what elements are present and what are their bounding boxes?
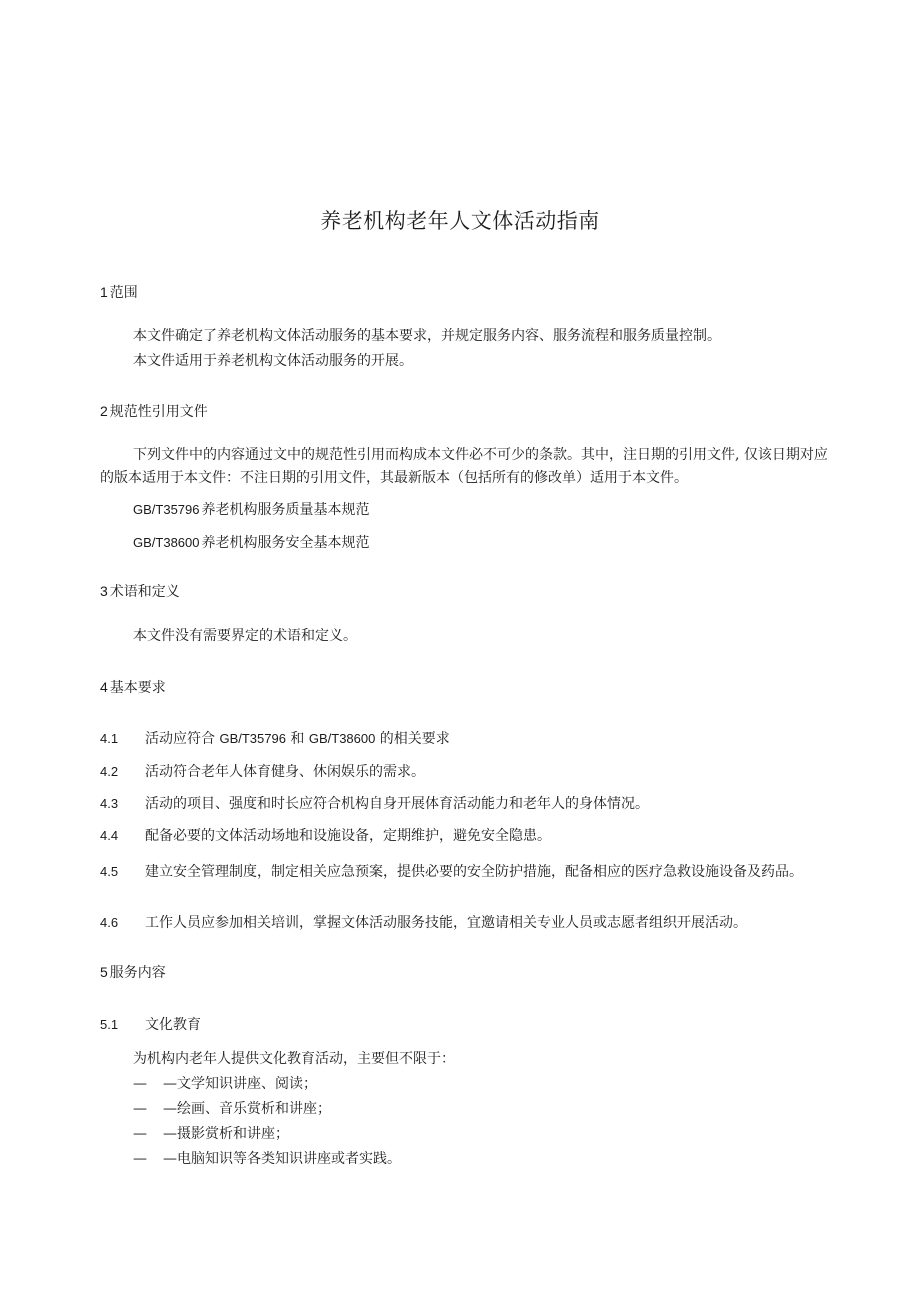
item-text: 建立安全管理制度，制定相关应急预案，提供必要的安全防护措施，配备相应的医疗急救设施设备及药品。 bbox=[145, 864, 803, 880]
standard-code: GB/T35796 bbox=[133, 502, 200, 517]
list-item bbox=[133, 1098, 331, 1118]
section-number: 2 bbox=[100, 403, 108, 419]
document-title: 养老机构老年人文体活动指南 bbox=[320, 209, 600, 233]
subsection-title: 文化教育 bbox=[145, 1017, 201, 1033]
standard-name: 养老机构服务质量基本规范 bbox=[201, 502, 370, 518]
item-text: 活动符合老年人体育健身、休闲娱乐的需求。 bbox=[145, 764, 425, 780]
section-title: 范围 bbox=[109, 285, 138, 301]
item-number: 4.1 bbox=[100, 731, 119, 746]
item-number: 4.3 bbox=[100, 796, 119, 811]
item-number: 4.4 bbox=[100, 828, 119, 843]
section-title: 规范性引用文件 bbox=[109, 404, 208, 420]
item-text: 的相关要求 bbox=[375, 731, 450, 747]
section-number: 3 bbox=[100, 583, 108, 599]
standard-code: GB/T35796 bbox=[219, 731, 286, 746]
list-item-text: —文学知识讲座、阅读； bbox=[163, 1076, 317, 1092]
section-1-heading bbox=[100, 282, 138, 302]
section-2-heading bbox=[100, 401, 208, 421]
requirement-item bbox=[100, 824, 830, 848]
list-dash: — bbox=[133, 1076, 147, 1092]
requirement-item bbox=[100, 911, 830, 935]
list-dash: — bbox=[133, 1151, 147, 1167]
section-title: 服务内容 bbox=[109, 965, 166, 981]
requirement-item bbox=[100, 727, 830, 751]
list-dash: — bbox=[133, 1101, 147, 1117]
list-item bbox=[133, 1073, 317, 1093]
section-3-heading bbox=[100, 581, 180, 601]
section-1-paragraph-2: 本文件适用于养老机构文体活动服务的开展。 bbox=[133, 353, 413, 369]
item-text: 活动应符合 bbox=[145, 731, 220, 747]
item-number: 4.2 bbox=[100, 764, 119, 779]
list-item bbox=[133, 1123, 289, 1143]
item-number: 4.6 bbox=[100, 915, 119, 930]
section-5-heading bbox=[100, 962, 166, 982]
section-1-paragraph-1: 本文件确定了养老机构文体活动服务的基本要求，并规定服务内容、服务流程和服务质量控制。 bbox=[133, 328, 721, 344]
normative-reference-2 bbox=[133, 532, 370, 552]
list-item-text: —摄影赏析和讲座； bbox=[163, 1126, 289, 1142]
subsection-5-1-heading bbox=[100, 1013, 830, 1037]
item-text: 配备必要的文体活动场地和设施设备，定期维护，避免安全隐患。 bbox=[145, 828, 551, 844]
subsection-5-1-intro: 为机构内老年人提供文化教育活动，主要但不限于： bbox=[133, 1051, 455, 1067]
section-4-heading bbox=[100, 677, 166, 697]
requirement-item bbox=[100, 860, 830, 884]
item-number: 5.1 bbox=[100, 1017, 119, 1032]
standard-code: GB/T38600 bbox=[133, 535, 200, 550]
section-number: 4 bbox=[100, 679, 108, 695]
section-2-paragraph-1: 下列文件中的内容通过文中的规范性引用而构成本文件必不可少的条款。其中，注日期的引用文件, 仅该日期对应的版本适用于本文件：不注日期的引用文件，其最新版本（包括所有的修改单）适用于本文件。 bbox=[100, 447, 828, 486]
list-item bbox=[133, 1148, 401, 1168]
item-text: 和 bbox=[285, 731, 309, 747]
list-item-text: —电脑知识等各类知识讲座或者实践。 bbox=[163, 1151, 401, 1167]
item-number: 4.5 bbox=[100, 864, 119, 879]
list-item-text: —绘画、音乐赏析和讲座； bbox=[163, 1101, 331, 1117]
standard-code: GB/T38600 bbox=[308, 731, 376, 746]
list-dash: — bbox=[133, 1126, 147, 1142]
requirement-item bbox=[100, 760, 830, 784]
standard-name: 养老机构服务安全基本规范 bbox=[201, 535, 370, 551]
section-number: 1 bbox=[100, 284, 108, 300]
section-title: 术语和定义 bbox=[109, 584, 180, 600]
section-3-paragraph-1: 本文件没有需要界定的术语和定义。 bbox=[133, 628, 357, 644]
item-text: 工作人员应参加相关培训，掌握文体活动服务技能，宜邀请相关专业人员或志愿者组织开展活动。 bbox=[145, 915, 747, 931]
normative-reference-1 bbox=[133, 499, 370, 519]
section-title: 基本要求 bbox=[109, 680, 166, 696]
item-text: 活动的项目、强度和时长应符合机构自身开展体育活动能力和老年人的身体情况。 bbox=[145, 796, 649, 812]
section-number: 5 bbox=[100, 964, 108, 980]
requirement-item bbox=[100, 792, 830, 816]
